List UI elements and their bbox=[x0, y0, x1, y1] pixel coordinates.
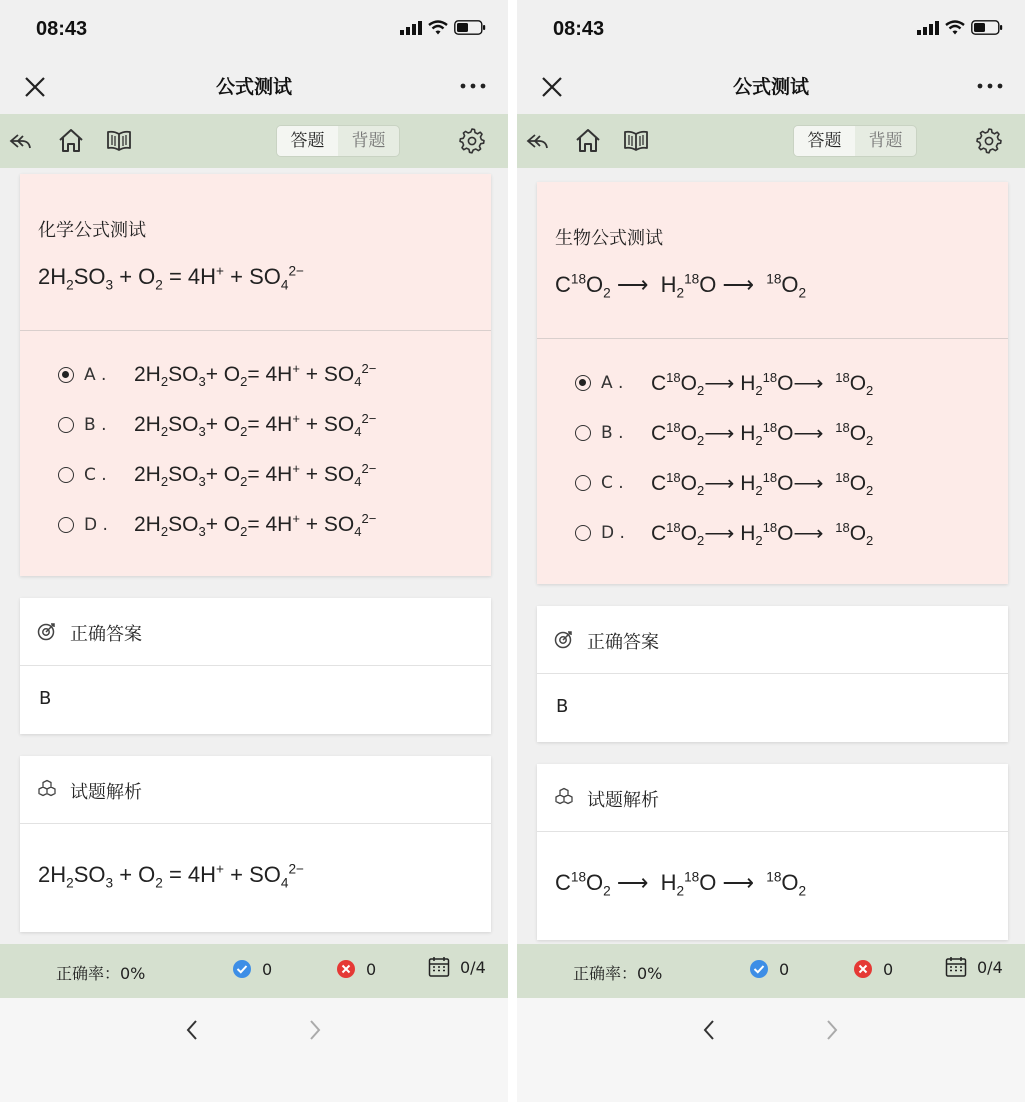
browser-nav-bar bbox=[517, 998, 1025, 1102]
divider bbox=[20, 330, 491, 331]
more-options-icon[interactable] bbox=[458, 74, 488, 98]
page-title: 公式测试 bbox=[215, 76, 292, 98]
calendar-icon bbox=[945, 956, 967, 978]
question-formula: $C^{18}O_2$ ⟶ $H_2^{18}O$ ⟶ $^{18}O_2$ bbox=[555, 271, 807, 301]
radio-selected[interactable] bbox=[575, 375, 591, 391]
phone-screen-chemistry bbox=[0, 0, 508, 1102]
back-arrow-icon[interactable] bbox=[181, 1018, 205, 1042]
tab-recite[interactable]: 背题 bbox=[351, 131, 386, 151]
card-header bbox=[20, 756, 491, 824]
page-title: 公式测试 bbox=[732, 76, 809, 98]
correct-count bbox=[232, 959, 272, 979]
divider bbox=[537, 338, 1008, 339]
status-time: 08:43 bbox=[553, 18, 605, 40]
forward-arrow-icon[interactable] bbox=[302, 1018, 326, 1042]
tab-answer[interactable]: 答题 bbox=[277, 126, 338, 156]
option-b[interactable] bbox=[575, 418, 873, 448]
browser-nav-bar bbox=[0, 998, 508, 1102]
option-a[interactable] bbox=[575, 368, 873, 398]
target-icon bbox=[37, 621, 57, 641]
option-b[interactable] bbox=[58, 410, 376, 440]
back-arrow-icon[interactable] bbox=[698, 1018, 722, 1042]
analysis-formula: $C^{18}O_2$ ⟶ $H_2^{18}O$ ⟶ $^{18}O_2$ bbox=[555, 869, 807, 899]
progress-counter[interactable] bbox=[945, 956, 1003, 978]
battery-icon bbox=[454, 20, 486, 35]
gear-icon[interactable] bbox=[975, 126, 1003, 154]
analysis-label: 试题解析 bbox=[70, 782, 142, 803]
book-icon[interactable] bbox=[621, 126, 651, 156]
progress-counter[interactable] bbox=[428, 956, 486, 978]
radio-unselected[interactable] bbox=[58, 417, 74, 433]
card-header bbox=[537, 764, 1008, 832]
calendar-icon bbox=[428, 956, 450, 978]
correct-count bbox=[749, 959, 789, 979]
radio-unselected[interactable] bbox=[58, 467, 74, 483]
correct-count-value: 0 bbox=[779, 959, 790, 979]
radio-unselected[interactable] bbox=[58, 517, 74, 533]
stats-bar bbox=[0, 944, 508, 998]
stats-bar bbox=[517, 944, 1025, 998]
status-bar bbox=[0, 0, 508, 58]
option-formula: $C^{18}O_2⟶$ $H_2^{18}O⟶$ $^{18}O_2$ bbox=[651, 519, 874, 548]
phone-screen-biology bbox=[517, 0, 1025, 1102]
x-circle-icon bbox=[853, 959, 873, 979]
option-formula: $2H_2SO_3+ O_2= 4H^+ + SO_4^{2-}$ bbox=[134, 461, 377, 490]
toolbar bbox=[0, 114, 508, 168]
accuracy-text: 正确率：0% bbox=[573, 964, 663, 983]
mode-switch bbox=[276, 125, 400, 157]
option-formula: $2H_2SO_3+ O_2= 4H^+ + SO_4^{2-}$ bbox=[134, 511, 377, 540]
analysis-formula: $2H_2SO_3 + O_2 = 4H^+ + SO_4^{2-}$ bbox=[38, 861, 304, 891]
correct-answer-label: 正确答案 bbox=[587, 632, 659, 653]
book-icon[interactable] bbox=[104, 126, 134, 156]
option-c[interactable] bbox=[575, 468, 873, 498]
question-title: 化学公式测试 bbox=[38, 220, 146, 241]
correct-answer-value: B bbox=[556, 696, 569, 717]
content-area bbox=[0, 168, 508, 944]
wrong-count-value: 0 bbox=[366, 959, 377, 979]
option-letter: A . bbox=[601, 373, 624, 393]
question-card bbox=[537, 182, 1008, 584]
analysis-card bbox=[537, 764, 1008, 940]
option-formula: $2H_2SO_3+ O_2= 4H^+ + SO_4^{2-}$ bbox=[134, 361, 377, 390]
back-share-icon[interactable] bbox=[523, 126, 553, 156]
accuracy-text: 正确率：0% bbox=[56, 964, 146, 983]
wrong-count-value: 0 bbox=[883, 959, 894, 979]
back-share-icon[interactable] bbox=[6, 126, 36, 156]
correct-answer-value: B bbox=[39, 688, 52, 709]
signal-icon bbox=[917, 21, 939, 35]
radio-unselected[interactable] bbox=[575, 525, 591, 541]
status-icons bbox=[400, 20, 486, 35]
option-formula: $C^{18}O_2⟶$ $H_2^{18}O⟶$ $^{18}O_2$ bbox=[651, 469, 874, 498]
wrong-count bbox=[853, 959, 893, 979]
option-letter: C . bbox=[601, 473, 624, 493]
question-formula: $2H_2SO_3 + O_2 = 4H^+ + SO_4^{2-}$ bbox=[38, 263, 304, 293]
correct-count-value: 0 bbox=[262, 959, 273, 979]
option-d[interactable] bbox=[575, 518, 873, 548]
status-icons bbox=[917, 20, 1003, 35]
option-letter: D . bbox=[84, 515, 108, 535]
option-formula: $C^{18}O_2⟶$ $H_2^{18}O⟶$ $^{18}O_2$ bbox=[651, 369, 874, 398]
status-time: 08:43 bbox=[36, 18, 88, 40]
cubes-icon bbox=[554, 787, 574, 807]
card-header bbox=[537, 606, 1008, 674]
option-letter: B . bbox=[84, 415, 107, 435]
option-letter: A . bbox=[84, 365, 107, 385]
wifi-icon bbox=[428, 20, 448, 35]
more-options-icon[interactable] bbox=[975, 74, 1005, 98]
check-circle-icon bbox=[749, 959, 769, 979]
mode-switch bbox=[793, 125, 917, 157]
wrong-count bbox=[336, 959, 376, 979]
option-letter: B . bbox=[601, 423, 624, 443]
tab-recite[interactable]: 背题 bbox=[868, 131, 903, 151]
correct-answer-label: 正确答案 bbox=[70, 624, 142, 645]
radio-unselected[interactable] bbox=[575, 475, 591, 491]
signal-icon bbox=[400, 21, 422, 35]
radio-selected[interactable] bbox=[58, 367, 74, 383]
gear-icon[interactable] bbox=[458, 126, 486, 154]
check-circle-icon bbox=[232, 959, 252, 979]
wifi-icon bbox=[945, 20, 965, 35]
option-formula: $C^{18}O_2⟶$ $H_2^{18}O⟶$ $^{18}O_2$ bbox=[651, 419, 874, 448]
card-header bbox=[20, 598, 491, 666]
question-title: 生物公式测试 bbox=[555, 228, 663, 249]
option-c[interactable] bbox=[58, 460, 376, 490]
content-area bbox=[517, 168, 1025, 944]
title-bar bbox=[517, 58, 1025, 114]
analysis-label: 试题解析 bbox=[587, 790, 659, 811]
title-bar bbox=[0, 58, 508, 114]
cubes-icon bbox=[37, 779, 57, 799]
option-letter: C . bbox=[84, 465, 107, 485]
correct-answer-card bbox=[20, 598, 491, 734]
correct-answer-card bbox=[537, 606, 1008, 742]
toolbar bbox=[517, 114, 1025, 168]
progress-value: 0/4 bbox=[460, 957, 486, 977]
target-icon bbox=[554, 629, 574, 649]
x-circle-icon bbox=[336, 959, 356, 979]
analysis-card bbox=[20, 756, 491, 932]
tab-answer[interactable]: 答题 bbox=[794, 126, 855, 156]
forward-arrow-icon[interactable] bbox=[819, 1018, 843, 1042]
status-bar bbox=[517, 0, 1025, 58]
option-letter: D . bbox=[601, 523, 625, 543]
home-icon[interactable] bbox=[56, 126, 86, 156]
radio-unselected[interactable] bbox=[575, 425, 591, 441]
option-d[interactable] bbox=[58, 510, 376, 540]
question-card bbox=[20, 174, 491, 576]
battery-icon bbox=[971, 20, 1003, 35]
progress-value: 0/4 bbox=[977, 957, 1003, 977]
option-formula: $2H_2SO_3+ O_2= 4H^+ + SO_4^{2-}$ bbox=[134, 411, 377, 440]
option-a[interactable] bbox=[58, 360, 376, 390]
home-icon[interactable] bbox=[573, 126, 603, 156]
